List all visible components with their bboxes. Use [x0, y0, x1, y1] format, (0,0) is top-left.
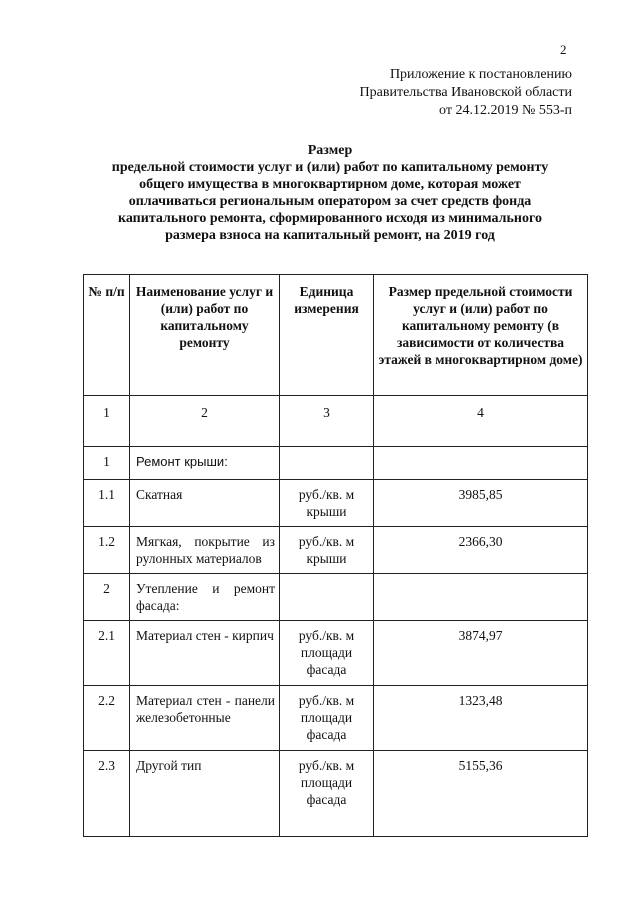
row-num: 1.1 — [84, 480, 130, 527]
row-num: 2.1 — [84, 621, 130, 686]
row-unit: руб./кв. м крыши — [280, 527, 374, 574]
title-line: оплачиваться региональным оператором за счет средств фонда — [128, 194, 532, 209]
table-row — [84, 480, 588, 527]
row-unit: руб./кв. м площади фасада — [280, 621, 374, 686]
row-price: 3985,85 — [374, 480, 588, 527]
page-number: 2 — [560, 42, 567, 57]
table-row — [84, 621, 588, 686]
header-num: № п/п — [84, 275, 130, 396]
row-num: 1 — [84, 447, 130, 480]
row-unit — [280, 447, 374, 480]
row-price: 1323,48 — [374, 686, 588, 751]
row-price — [374, 574, 588, 621]
document-title — [70, 142, 590, 244]
row-price — [374, 447, 588, 480]
row-name: Мягкая, покрытие из рулонных материалов — [130, 527, 280, 574]
table-row — [84, 447, 588, 480]
row-num: 2.3 — [84, 751, 130, 837]
row-name: Материал стен - кирпич — [130, 621, 280, 686]
row-unit: руб./кв. м площади фасада — [280, 686, 374, 751]
appendix-header — [360, 66, 572, 120]
row-name: Скатная — [130, 480, 280, 527]
table-row — [84, 574, 588, 621]
title-line: размера взноса на капитальный ремонт, на 2019 год — [165, 228, 495, 243]
row-num: 1.2 — [84, 527, 130, 574]
title-line: предельной стоимости услуг и (или) работ по капитальному ремонту — [111, 160, 549, 175]
index-price: 4 — [374, 396, 588, 447]
header-name: Наименование услуг и (или) работ по капитальному ремонту — [130, 275, 280, 396]
price-table — [83, 274, 588, 837]
row-name: Материал стен - панели железобетонные — [130, 686, 280, 751]
index-name: 2 — [130, 396, 280, 447]
header-price: Размер предельной стоимости услуг и (или) работ по капитальному ремонту (в зависимости от количества этажей в многоквартирном доме) — [374, 275, 588, 396]
row-name: Ремонт крыши: — [130, 447, 280, 480]
appendix-line: Правительства Ивановской области — [359, 85, 572, 100]
title-line: Размер — [307, 143, 353, 158]
row-price: 3874,97 — [374, 621, 588, 686]
row-num: 2.2 — [84, 686, 130, 751]
column-index-row — [84, 396, 588, 447]
table-header-row — [84, 275, 588, 396]
row-unit: руб./кв. м крыши — [280, 480, 374, 527]
index-num: 1 — [84, 396, 130, 447]
appendix-line: от 24.12.2019 № 553-п — [439, 103, 572, 118]
row-num: 2 — [84, 574, 130, 621]
row-name: Другой тип — [130, 751, 280, 837]
appendix-line: Приложение к постановлению — [389, 67, 572, 82]
title-line: общего имущества в многоквартирном доме, которая может — [139, 177, 521, 192]
row-price: 2366,30 — [374, 527, 588, 574]
row-unit: руб./кв. м площади фасада — [280, 751, 374, 837]
row-unit — [280, 574, 374, 621]
index-unit: 3 — [280, 396, 374, 447]
table-row — [84, 751, 588, 837]
row-name: Утепление и ремонт фасада: — [130, 574, 280, 621]
header-unit: Единица измерения — [280, 275, 374, 396]
table-row — [84, 686, 588, 751]
title-line: капитального ремонта, сформированного исходя из минимального — [118, 211, 542, 226]
table-row — [84, 527, 588, 574]
row-price: 5155,36 — [374, 751, 588, 837]
